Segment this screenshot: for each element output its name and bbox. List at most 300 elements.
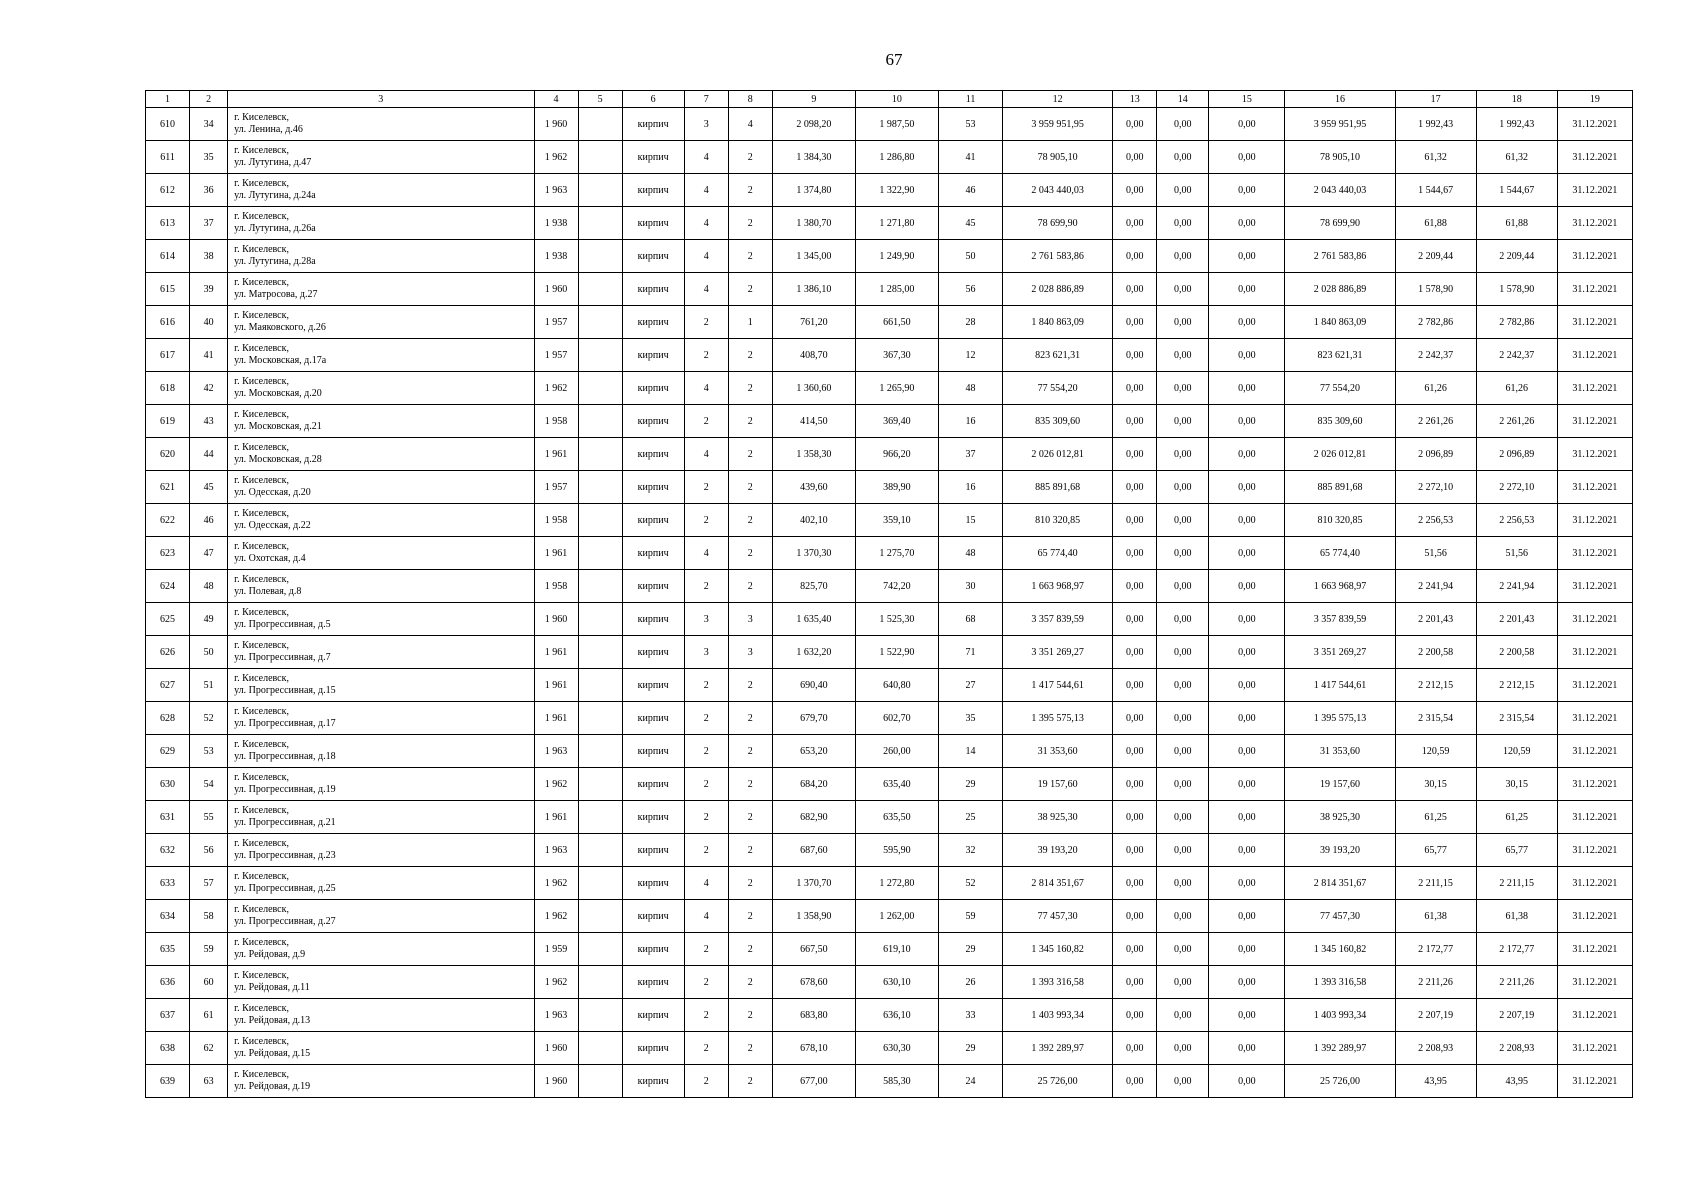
table-cell: 52 [938, 867, 1002, 900]
table-cell: кирпич [622, 768, 684, 801]
table-cell: 28 [938, 306, 1002, 339]
address-street: ул. Прогрессивная, д.19 [234, 784, 336, 795]
table-cell [578, 1032, 622, 1065]
table-cell: 31.12.2021 [1557, 108, 1632, 141]
address-cell [228, 108, 534, 141]
table-cell: кирпич [622, 1032, 684, 1065]
table-cell: 2 [728, 735, 772, 768]
table-cell: 63 [190, 1065, 228, 1098]
table-cell: кирпич [622, 339, 684, 372]
table-cell [578, 438, 622, 471]
table-cell: 0,00 [1209, 108, 1285, 141]
table-cell [578, 405, 622, 438]
table-cell [578, 306, 622, 339]
table-cell: 629 [146, 735, 190, 768]
table-cell: 2 [684, 735, 728, 768]
table-cell: 2 [728, 702, 772, 735]
table-cell: 2 200,58 [1476, 636, 1557, 669]
table-cell: 653,20 [772, 735, 855, 768]
table-cell: 823 621,31 [1285, 339, 1395, 372]
table-cell: 0,00 [1113, 603, 1157, 636]
table-row [146, 471, 1633, 504]
table-cell: 0,00 [1157, 207, 1209, 240]
table-cell: 0,00 [1209, 966, 1285, 999]
address-cell [228, 603, 534, 636]
address-cell [228, 933, 534, 966]
address-street: ул. Маяковского, д.26 [234, 322, 326, 333]
table-cell: 61,88 [1395, 207, 1476, 240]
table-cell: 43,95 [1476, 1065, 1557, 1098]
address-street: ул. Прогрессивная, д.5 [234, 619, 331, 630]
address-street: ул. Лутугина, д.26а [234, 223, 316, 234]
table-cell: 618 [146, 372, 190, 405]
table-cell: 0,00 [1209, 669, 1285, 702]
table-cell: 0,00 [1209, 1032, 1285, 1065]
table-cell: 623 [146, 537, 190, 570]
table-cell: 0,00 [1209, 504, 1285, 537]
table-cell: кирпич [622, 867, 684, 900]
table-cell: 2 [684, 504, 728, 537]
table-cell: 613 [146, 207, 190, 240]
address-cell [228, 141, 534, 174]
table-cell: 0,00 [1209, 702, 1285, 735]
table-cell: 0,00 [1157, 669, 1209, 702]
table-cell [578, 636, 622, 669]
table-cell: 1 271,80 [855, 207, 938, 240]
table-cell: 50 [938, 240, 1002, 273]
table-cell: 78 699,90 [1285, 207, 1395, 240]
table-cell: 610 [146, 108, 190, 141]
table-cell: кирпич [622, 438, 684, 471]
table-cell: 678,60 [772, 966, 855, 999]
table-cell: 50 [190, 636, 228, 669]
table-cell: 40 [190, 306, 228, 339]
table-cell: 1 386,10 [772, 273, 855, 306]
table-cell: 25 726,00 [1285, 1065, 1395, 1098]
address-city: г. Киселевск, [234, 112, 289, 123]
table-cell: 2 [728, 999, 772, 1032]
table-cell: 640,80 [855, 669, 938, 702]
table-cell: 29 [938, 768, 1002, 801]
table-cell [578, 108, 622, 141]
table-cell [578, 207, 622, 240]
table-cell: 41 [190, 339, 228, 372]
table-cell: 31.12.2021 [1557, 768, 1632, 801]
table-cell: 1 957 [534, 306, 578, 339]
table-cell: 43,95 [1395, 1065, 1476, 1098]
table-cell [578, 174, 622, 207]
table-cell: 810 320,85 [1285, 504, 1395, 537]
table-cell: 77 554,20 [1285, 372, 1395, 405]
table-cell: 0,00 [1113, 834, 1157, 867]
table-cell [578, 372, 622, 405]
table-cell: 1 663 968,97 [1285, 570, 1395, 603]
table-cell [578, 603, 622, 636]
column-number-cell: 13 [1113, 91, 1157, 108]
table-cell: 2 028 886,89 [1003, 273, 1113, 306]
table-cell: 687,60 [772, 834, 855, 867]
table-cell: 65 774,40 [1003, 537, 1113, 570]
table-cell: 0,00 [1113, 702, 1157, 735]
table-cell: кирпич [622, 141, 684, 174]
address-street: ул. Лутугина, д.24а [234, 190, 316, 201]
table-cell: 1 840 863,09 [1003, 306, 1113, 339]
table-cell: кирпич [622, 636, 684, 669]
table-cell: 616 [146, 306, 190, 339]
table-cell [578, 504, 622, 537]
table-cell: 0,00 [1209, 834, 1285, 867]
address-city: г. Киселевск, [234, 310, 289, 321]
table-cell: 3 959 951,95 [1003, 108, 1113, 141]
address-street: ул. Матросова, д.27 [234, 289, 318, 300]
address-city: г. Киселевск, [234, 442, 289, 453]
table-cell: кирпич [622, 537, 684, 570]
table-cell: 51,56 [1476, 537, 1557, 570]
table-cell: 0,00 [1113, 636, 1157, 669]
table-cell: 59 [190, 933, 228, 966]
table-cell: 0,00 [1209, 207, 1285, 240]
table-cell: 1 275,70 [855, 537, 938, 570]
table-cell: 1 987,50 [855, 108, 938, 141]
column-number-cell: 14 [1157, 91, 1209, 108]
address-cell [228, 207, 534, 240]
table-cell: 34 [190, 108, 228, 141]
table-cell: 19 157,60 [1285, 768, 1395, 801]
table-cell: 19 157,60 [1003, 768, 1113, 801]
table-cell: 1 403 993,34 [1003, 999, 1113, 1032]
table-cell: 31.12.2021 [1557, 933, 1632, 966]
table-cell: 1 358,90 [772, 900, 855, 933]
table-cell: 51,56 [1395, 537, 1476, 570]
table-cell: кирпич [622, 735, 684, 768]
table-cell: 0,00 [1209, 240, 1285, 273]
table-cell: 2 [684, 933, 728, 966]
table-cell: 2 [728, 933, 772, 966]
table-cell: 2 [684, 669, 728, 702]
address-street: ул. Московская, д.28 [234, 454, 322, 465]
table-cell: 615 [146, 273, 190, 306]
table-cell [578, 702, 622, 735]
table-cell: 2 [728, 405, 772, 438]
table-cell: 1 403 993,34 [1285, 999, 1395, 1032]
table-cell: 639 [146, 1065, 190, 1098]
table-cell: 120,59 [1395, 735, 1476, 768]
table-cell: 0,00 [1209, 471, 1285, 504]
table-cell: 2 761 583,86 [1285, 240, 1395, 273]
table-cell: 3 [684, 636, 728, 669]
table-cell: 0,00 [1113, 504, 1157, 537]
table-cell: 638 [146, 1032, 190, 1065]
table-cell: 2 208,93 [1476, 1032, 1557, 1065]
table-row [146, 702, 1633, 735]
table-cell: 2 211,15 [1476, 867, 1557, 900]
table-cell: 0,00 [1157, 570, 1209, 603]
table-cell: 2 [684, 339, 728, 372]
table-cell: 25 726,00 [1003, 1065, 1113, 1098]
table-cell: 33 [938, 999, 1002, 1032]
table-cell: 31.12.2021 [1557, 867, 1632, 900]
table-cell: 77 554,20 [1003, 372, 1113, 405]
table-cell: 4 [684, 273, 728, 306]
table-cell: 0,00 [1209, 438, 1285, 471]
table-row [146, 339, 1633, 372]
address-street: ул. Прогрессивная, д.23 [234, 850, 336, 861]
table-cell: 2 814 351,67 [1285, 867, 1395, 900]
table-cell: 630 [146, 768, 190, 801]
table-cell: 0,00 [1209, 735, 1285, 768]
column-number-cell: 8 [728, 91, 772, 108]
table-cell: 45 [938, 207, 1002, 240]
table-cell: 61,25 [1476, 801, 1557, 834]
table-cell: 667,50 [772, 933, 855, 966]
table-cell: 1 392 289,97 [1003, 1032, 1113, 1065]
table-cell [578, 570, 622, 603]
table-row [146, 999, 1633, 1032]
table-cell: 61 [190, 999, 228, 1032]
table-cell: 683,80 [772, 999, 855, 1032]
table-cell: 2 [684, 801, 728, 834]
table-cell: 0,00 [1157, 867, 1209, 900]
table-cell: 1 938 [534, 240, 578, 273]
table-cell: 0,00 [1209, 372, 1285, 405]
table-cell: 628 [146, 702, 190, 735]
table-cell: 1 374,80 [772, 174, 855, 207]
table-cell: 1 958 [534, 570, 578, 603]
table-row [146, 240, 1633, 273]
table-cell: 31.12.2021 [1557, 207, 1632, 240]
address-city: г. Киселевск, [234, 277, 289, 288]
table-cell: 2 782,86 [1476, 306, 1557, 339]
table-cell: 49 [190, 603, 228, 636]
table-cell: 0,00 [1113, 1065, 1157, 1098]
address-street: ул. Прогрессивная, д.18 [234, 751, 336, 762]
table-cell: 2 201,43 [1476, 603, 1557, 636]
table-cell: 68 [938, 603, 1002, 636]
address-street: ул. Рейдовая, д.15 [234, 1048, 311, 1059]
address-city: г. Киселевск, [234, 706, 289, 717]
table-cell: 0,00 [1113, 900, 1157, 933]
table-cell: 2 200,58 [1395, 636, 1476, 669]
table-cell: 1 961 [534, 636, 578, 669]
table-row [146, 1065, 1633, 1098]
table-cell: 31.12.2021 [1557, 141, 1632, 174]
address-city: г. Киселевск, [234, 1003, 289, 1014]
address-cell [228, 405, 534, 438]
table-cell: 61,25 [1395, 801, 1476, 834]
table-cell: 0,00 [1157, 702, 1209, 735]
table-cell: 78 905,10 [1003, 141, 1113, 174]
table-cell: 1 957 [534, 339, 578, 372]
table-cell [578, 273, 622, 306]
column-number-cell: 3 [228, 91, 534, 108]
table-cell [578, 537, 622, 570]
table-cell: 1 345 160,82 [1003, 933, 1113, 966]
table-cell: 1 265,90 [855, 372, 938, 405]
table-cell: кирпич [622, 801, 684, 834]
table-cell: 1 963 [534, 174, 578, 207]
table-cell: 41 [938, 141, 1002, 174]
table-cell: 1 635,40 [772, 603, 855, 636]
table-cell: 359,10 [855, 504, 938, 537]
table-row [146, 900, 1633, 933]
address-street: ул. Прогрессивная, д.17 [234, 718, 336, 729]
table-cell: 1 345 160,82 [1285, 933, 1395, 966]
table-cell: 45 [190, 471, 228, 504]
table-cell: 0,00 [1157, 933, 1209, 966]
table-cell: 2 096,89 [1476, 438, 1557, 471]
table-cell: 0,00 [1157, 141, 1209, 174]
table-cell: 1 370,30 [772, 537, 855, 570]
table-cell: 4 [684, 141, 728, 174]
table-cell: 2 [728, 240, 772, 273]
table-cell: 635,50 [855, 801, 938, 834]
address-cell [228, 636, 534, 669]
address-street: ул. Рейдовая, д.11 [234, 982, 310, 993]
address-street: ул. Лутугина, д.47 [234, 157, 312, 168]
address-city: г. Киселевск, [234, 508, 289, 519]
table-row [146, 966, 1633, 999]
table-cell: 1 393 316,58 [1285, 966, 1395, 999]
table-cell: 2 [728, 141, 772, 174]
column-number-cell: 11 [938, 91, 1002, 108]
table-cell: 25 [938, 801, 1002, 834]
table-cell: 1 962 [534, 372, 578, 405]
column-number-cell: 16 [1285, 91, 1395, 108]
table-cell: 619 [146, 405, 190, 438]
address-city: г. Киселевск, [234, 574, 289, 585]
table-cell: 30 [938, 570, 1002, 603]
table-cell: 1 358,30 [772, 438, 855, 471]
table-cell: 31.12.2021 [1557, 702, 1632, 735]
page-number: 67 [885, 50, 903, 69]
table-cell: 2 211,15 [1395, 867, 1476, 900]
table-cell: 2 [684, 966, 728, 999]
table-cell: 4 [728, 108, 772, 141]
address-street: ул. Ленина, д.46 [234, 124, 303, 135]
table-cell: 2 [728, 504, 772, 537]
table-cell: 622 [146, 504, 190, 537]
table-cell: 1 963 [534, 999, 578, 1032]
table-cell: 65 774,40 [1285, 537, 1395, 570]
table-cell: 1 285,00 [855, 273, 938, 306]
address-city: г. Киселевск, [234, 1036, 289, 1047]
table-cell: 0,00 [1209, 273, 1285, 306]
table-cell: 0,00 [1209, 999, 1285, 1032]
table-cell: 61,88 [1476, 207, 1557, 240]
address-city: г. Киселевск, [234, 805, 289, 816]
address-city: г. Киселевск, [234, 937, 289, 948]
table-cell: 30,15 [1476, 768, 1557, 801]
table-cell: 65,77 [1395, 834, 1476, 867]
table-cell: 0,00 [1113, 933, 1157, 966]
table-cell: 2 [728, 570, 772, 603]
table-cell: 885 891,68 [1003, 471, 1113, 504]
table-cell: 1 370,70 [772, 867, 855, 900]
table-cell: 31.12.2021 [1557, 1032, 1632, 1065]
table-cell: 630,10 [855, 966, 938, 999]
table-cell: 0,00 [1157, 603, 1209, 636]
table-cell: 260,00 [855, 735, 938, 768]
table-cell: 2 261,26 [1395, 405, 1476, 438]
table-cell: 31.12.2021 [1557, 801, 1632, 834]
table-cell: 635 [146, 933, 190, 966]
table-cell: 1 963 [534, 834, 578, 867]
table-cell: 36 [190, 174, 228, 207]
table-cell: 0,00 [1209, 636, 1285, 669]
table-cell: 0,00 [1113, 669, 1157, 702]
table-cell: 3 357 839,59 [1003, 603, 1113, 636]
table-cell: 0,00 [1113, 273, 1157, 306]
table-cell: кирпич [622, 1065, 684, 1098]
address-cell [228, 966, 534, 999]
table-cell: 1 961 [534, 438, 578, 471]
table-cell: 885 891,68 [1285, 471, 1395, 504]
table-cell: 1 960 [534, 1065, 578, 1098]
address-street: ул. Московская, д.17а [234, 355, 327, 366]
table-cell: 2 043 440,03 [1285, 174, 1395, 207]
table-cell: 1 [728, 306, 772, 339]
table-cell: 595,90 [855, 834, 938, 867]
table-cell: 1 962 [534, 768, 578, 801]
table-row [146, 603, 1633, 636]
table-cell: 31.12.2021 [1557, 834, 1632, 867]
table-cell: 1 249,90 [855, 240, 938, 273]
address-cell [228, 900, 534, 933]
table-cell: 614 [146, 240, 190, 273]
table-cell: кирпич [622, 999, 684, 1032]
table-cell: 1 962 [534, 867, 578, 900]
table-cell: кирпич [622, 702, 684, 735]
table-cell: 31.12.2021 [1557, 339, 1632, 372]
table-cell: 1 959 [534, 933, 578, 966]
table-cell: 2 [728, 207, 772, 240]
table-cell: 825,70 [772, 570, 855, 603]
table-cell: 77 457,30 [1003, 900, 1113, 933]
table-cell: 2 208,93 [1395, 1032, 1476, 1065]
table-cell: 0,00 [1209, 801, 1285, 834]
table-cell: 2 814 351,67 [1003, 867, 1113, 900]
table-cell: 31.12.2021 [1557, 372, 1632, 405]
table-cell: 1 417 544,61 [1285, 669, 1395, 702]
column-number-cell: 4 [534, 91, 578, 108]
table-cell: 2 [684, 471, 728, 504]
table-cell: 2 212,15 [1395, 669, 1476, 702]
table-cell: 0,00 [1113, 108, 1157, 141]
table-cell: 0,00 [1157, 339, 1209, 372]
table-cell: 61,26 [1476, 372, 1557, 405]
table-cell: 1 958 [534, 504, 578, 537]
address-city: г. Киселевск, [234, 838, 289, 849]
table-cell: 690,40 [772, 669, 855, 702]
table-cell: 0,00 [1157, 438, 1209, 471]
table-cell: 31.12.2021 [1557, 471, 1632, 504]
table-cell: 0,00 [1209, 933, 1285, 966]
table-cell: 1 992,43 [1395, 108, 1476, 141]
address-cell [228, 702, 534, 735]
table-cell: 2 026 012,81 [1003, 438, 1113, 471]
table-cell: 0,00 [1113, 372, 1157, 405]
table-cell: 1 525,30 [855, 603, 938, 636]
address-cell [228, 834, 534, 867]
table-cell: 2 [684, 702, 728, 735]
table-cell: 39 [190, 273, 228, 306]
table-cell: 0,00 [1209, 867, 1285, 900]
table-cell: 1 578,90 [1476, 273, 1557, 306]
table-cell: 37 [190, 207, 228, 240]
address-city: г. Киселевск, [234, 409, 289, 420]
table-cell: 3 357 839,59 [1285, 603, 1395, 636]
table-cell [578, 966, 622, 999]
